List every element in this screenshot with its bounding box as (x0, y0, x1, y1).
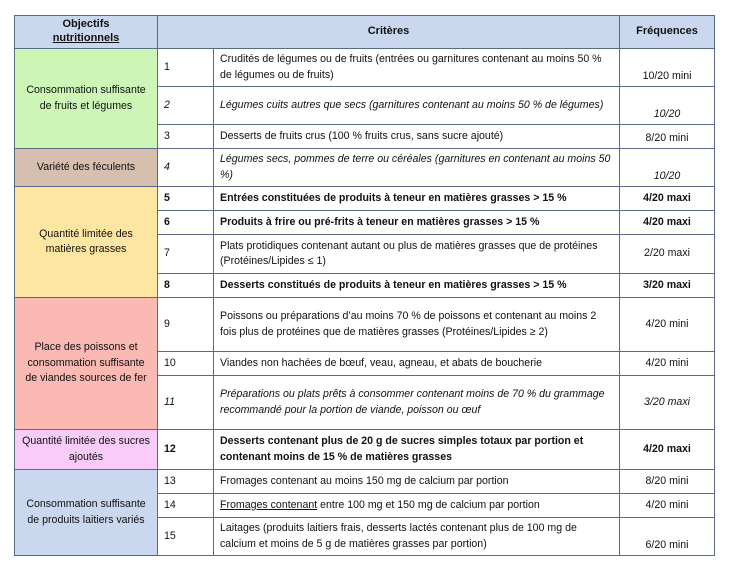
row-critere: Légumes cuits autres que secs (garnitures contenant au moins 50 % de légumes) (214, 87, 620, 125)
group-feculents: Variété des féculents (15, 149, 158, 187)
row-number: 2 (158, 87, 214, 125)
row-frequence: 2/20 maxi (620, 235, 715, 274)
table-row (15, 187, 715, 211)
row-frequence: 4/20 mini (620, 352, 715, 376)
row-critere: Poissons ou préparations d’au moins 70 % de poissons et contenant au moins 2 fois plus de protéines que de matières grasses (Protéines/Lipides ≥ 2) (214, 298, 620, 352)
row-frequence: 8/20 mini (620, 125, 715, 149)
row-critere (214, 494, 620, 518)
group-laitiers: Consommation suffisante de produits laitiers variés (15, 470, 158, 556)
row-frequence: 4/20 maxi (620, 211, 715, 235)
row-critere: Desserts de fruits crus (100 % fruits crus, sans sucre ajouté) (214, 125, 620, 149)
nutrition-criteria-table (14, 15, 715, 556)
table-row (15, 470, 715, 494)
row-critere: Plats protidiques contenant autant ou plus de matières grasses que de protéines (Protéines/Lipides ≤ 1) (214, 235, 620, 274)
row-number: 3 (158, 125, 214, 149)
header-objectifs-line2: nutritionnels (52, 32, 120, 44)
table-row (15, 430, 715, 470)
group-matieres-grasses: Quantité limitée des matières grasses (15, 187, 158, 298)
row-number: 13 (158, 470, 214, 494)
group-sucres: Quantité limitée des sucres ajoutés (15, 430, 158, 470)
row-number: 12 (158, 430, 214, 470)
table-row (15, 149, 715, 187)
row-critere: Laitages (produits laitiers frais, desserts lactés contenant plus de 100 mg de calcium et moins de 5 g de matières grasses par portion) (214, 518, 620, 556)
header-row (15, 16, 715, 49)
row-frequence: 4/20 mini (620, 494, 715, 518)
row-number: 9 (158, 298, 214, 352)
row-frequence: 3/20 maxi (620, 376, 715, 430)
group-poissons-viandes: Place des poissons et consommation suffisante de viandes sources de fer (15, 298, 158, 430)
row-critere: Fromages contenant au moins 150 mg de calcium par portion (214, 470, 620, 494)
row-number: 6 (158, 211, 214, 235)
row-number: 15 (158, 518, 214, 556)
row-number: 11 (158, 376, 214, 430)
row-frequence: 4/20 maxi (620, 187, 715, 211)
header-objectifs-line1: Objectifs (62, 18, 110, 31)
header-objectifs (15, 16, 158, 49)
header-criteres: Critères (158, 16, 620, 49)
row-frequence: 10/20 mini (620, 49, 715, 87)
row-number: 5 (158, 187, 214, 211)
row-critere: Légumes secs, pommes de terre ou céréales (garnitures en contenant au moins 50 %) (214, 149, 620, 187)
row-critere: Desserts constitués de produits à teneur en matières grasses > 15 % (214, 274, 620, 298)
row-frequence: 8/20 mini (620, 470, 715, 494)
row-number: 7 (158, 235, 214, 274)
row-number: 10 (158, 352, 214, 376)
group-fruits-legumes: Consommation suffisante de fruits et légumes (15, 49, 158, 149)
row-critere: Viandes non hachées de bœuf, veau, agneau, et abats de boucherie (214, 352, 620, 376)
row-frequence: 4/20 mini (620, 298, 715, 352)
row-frequence: 3/20 maxi (620, 274, 715, 298)
row-frequence: 10/20 (620, 87, 715, 125)
row-critere-underlined: Fromages contenant (220, 498, 318, 511)
table-row (15, 49, 715, 87)
row-number: 1 (158, 49, 214, 87)
row-number: 4 (158, 149, 214, 187)
header-frequences: Fréquences (620, 16, 715, 49)
row-critere-rest: entre 100 mg et 150 mg de calcium par portion (317, 498, 540, 511)
row-number: 8 (158, 274, 214, 298)
row-critere: Produits à frire ou pré-frits à teneur en matières grasses > 15 % (214, 211, 620, 235)
row-critere: Entrées constituées de produits à teneur en matières grasses > 15 % (214, 187, 620, 211)
row-number: 14 (158, 494, 214, 518)
row-critere: Desserts contenant plus de 20 g de sucres simples totaux par portion et contenant moins de 15 % de matières grasses (214, 430, 620, 470)
row-frequence: 6/20 mini (620, 518, 715, 556)
row-frequence: 10/20 (620, 149, 715, 187)
row-frequence: 4/20 maxi (620, 430, 715, 470)
row-critere: Préparations ou plats prêts à consommer contenant moins de 70 % du grammage recommandé pour la portion de viande, poisson ou œuf (214, 376, 620, 430)
row-critere: Crudités de légumes ou de fruits (entrées ou garnitures contenant au moins 50 % de légumes ou de fruits) (214, 49, 620, 87)
table-row (15, 298, 715, 352)
